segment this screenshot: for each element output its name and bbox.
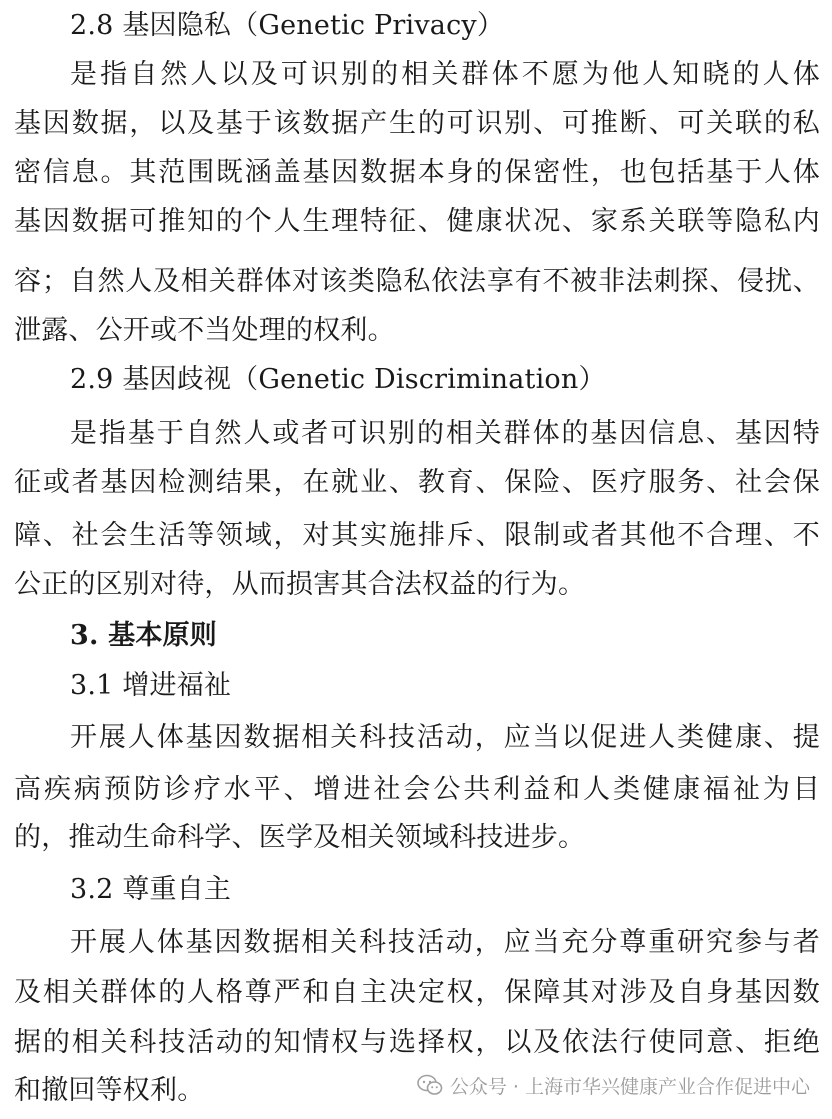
paragraph-line: 密信息。其范围既涵盖基因数据本身的保密性，也包括基于人体 <box>14 157 820 188</box>
paragraph-line: 基因数据可推知的个人生理特征、健康状况、家系关联等隐私内 <box>14 206 820 237</box>
paragraph-line: 容；自然人及相关群体对该类隐私依法享有不被非法刺探、侵扰、 <box>14 266 820 297</box>
paragraph-line: 是指自然人以及可识别的相关群体不愿为他人知晓的人体 <box>70 59 820 90</box>
watermark-text: 公众号 · 上海市华兴健康产业合作促进中心 <box>449 1075 810 1098</box>
paragraph-line: 征或者基因检测结果，在就业、教育、保险、医疗服务、社会保 <box>14 467 820 498</box>
paragraph-line: 的，推动生命科学、医学及相关领域科技进步。 <box>14 822 586 853</box>
paragraph-line: 公正的区别对待，从而损害其合法权益的行为。 <box>14 569 586 600</box>
watermark <box>417 1071 810 1099</box>
heading-3: 3. 基本原则 <box>70 620 217 651</box>
paragraph-line: 高疾病预防诊疗水平、增进社会公共利益和人类健康福祉为目 <box>14 774 820 805</box>
paragraph-line: 是指基于自然人或者可识别的相关群体的基因信息、基因特 <box>70 418 820 449</box>
paragraph-line: 障、社会生活等领域，对其实施排斥、限制或者其他不合理、不 <box>14 520 820 551</box>
paragraph-line: 基因数据，以及基于该数据产生的可识别、可推断、可关联的私 <box>14 108 820 139</box>
wechat-icon <box>417 1074 443 1096</box>
paragraph-line: 开展人体基因数据相关科技活动，应当充分尊重研究参与者 <box>70 927 820 958</box>
paragraph-line: 和撤回等权利。 <box>14 1075 205 1106</box>
heading-3-1: 3.1 增进福祉 <box>70 670 232 701</box>
paragraph-line: 据的相关科技活动的知情权与选择权，以及依法行使同意、拒绝 <box>14 1027 820 1058</box>
heading-2-9: 2.9 基因歧视（Genetic Discrimination） <box>70 364 606 395</box>
heading-2-8: 2.8 基因隐私（Genetic Privacy） <box>70 10 505 41</box>
paragraph-line: 开展人体基因数据相关科技活动，应当以促进人类健康、提 <box>70 722 820 753</box>
paragraph-line: 泄露、公开或不当处理的权利。 <box>14 315 395 346</box>
heading-3-2: 3.2 尊重自主 <box>70 874 232 905</box>
paragraph-line: 及相关群体的人格尊严和自主决定权，保障其对涉及自身基因数 <box>14 977 820 1008</box>
